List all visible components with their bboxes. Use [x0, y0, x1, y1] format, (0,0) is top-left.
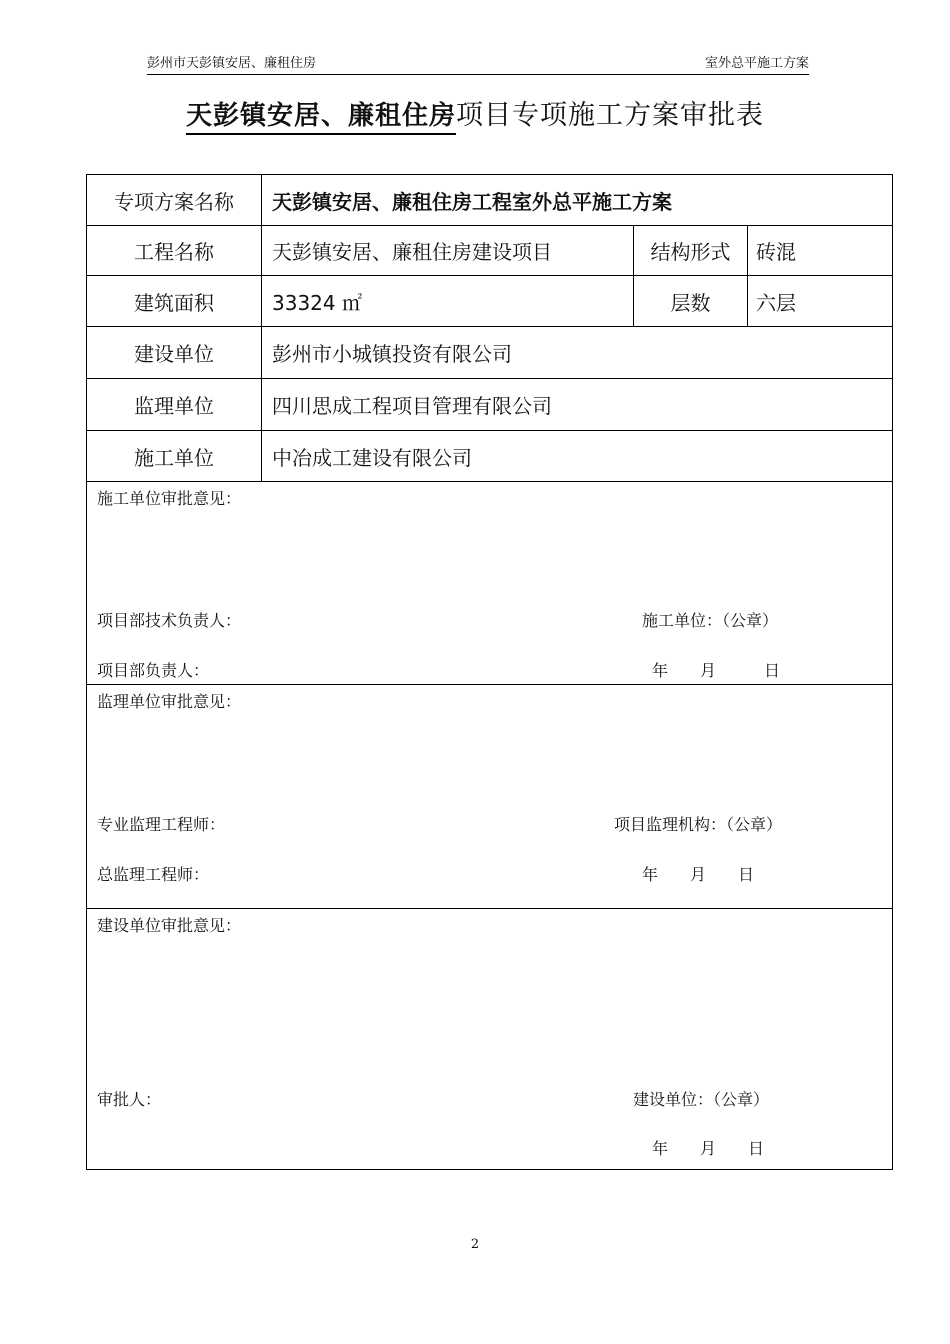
project-name-value: 天彭镇安居、廉租住房建设项目: [262, 226, 634, 276]
row-project: [87, 226, 893, 276]
supervisor-approval-heading: 监理单位审批意见：: [97, 692, 242, 711]
client-approver-field[interactable]: 审批人：: [97, 1090, 162, 1109]
supervisor-value: 四川思成工程项目管理有限公司: [262, 379, 893, 431]
client-approval-section: [87, 909, 893, 1170]
header-left: 彭州市天彭镇安居、廉租住房: [147, 56, 317, 71]
structure-label: 结构形式: [634, 226, 748, 276]
row-scheme-name: [87, 175, 893, 226]
scheme-name-label: 专项方案名称: [87, 175, 262, 226]
row-area: [87, 276, 893, 327]
supervisor-engineer-field[interactable]: 专业监理工程师：: [97, 815, 226, 834]
client-value: 彭州市小城镇投资有限公司: [262, 327, 893, 379]
supervisor-label: 监理单位: [87, 379, 262, 431]
scheme-name-value: 天彭镇安居、廉租住房工程室外总平施工方案: [262, 175, 893, 226]
contractor-value: 中冶成工建设有限公司: [262, 431, 893, 482]
supervisor-seal: 项目监理机构：（公章）: [614, 815, 783, 834]
supervisor-chief-field[interactable]: 总监理工程师：: [97, 865, 210, 884]
contractor-tech-lead-field[interactable]: 项目部技术负责人：: [97, 611, 242, 630]
title-rest: 项目专项施工方案审批表: [456, 100, 764, 131]
client-label: 建设单位: [87, 327, 262, 379]
supervisor-approval-section: [87, 685, 893, 909]
client-seal: 建设单位：（公章）: [633, 1090, 770, 1109]
contractor-label: 施工单位: [87, 431, 262, 482]
structure-value: 砖混: [748, 226, 893, 276]
approval-table: [86, 174, 893, 1170]
page-header: [147, 55, 809, 75]
title-project: 天彭镇安居、廉租住房: [186, 101, 456, 135]
floors-value: 六层: [748, 276, 893, 327]
header-right: 室外总平施工方案: [704, 56, 809, 71]
contractor-approval-section: [87, 482, 893, 685]
contractor-approval-heading: 施工单位审批意见：: [97, 489, 242, 508]
client-date: 年 月 日: [652, 1139, 765, 1158]
floors-label: 层数: [634, 276, 748, 327]
contractor-date: 年 月 日: [652, 661, 781, 680]
contractor-manager-field[interactable]: 项目部负责人：: [97, 661, 210, 680]
client-approval-heading: 建设单位审批意见：: [97, 916, 242, 935]
contractor-seal: 施工单位：（公章）: [642, 611, 779, 630]
row-contractor: [87, 431, 893, 482]
row-client: [87, 327, 893, 379]
area-label: 建筑面积: [87, 276, 262, 327]
row-supervisor: [87, 379, 893, 431]
area-value: 33324 ㎡: [262, 276, 634, 327]
project-name-label: 工程名称: [87, 226, 262, 276]
page-number: 2: [470, 1237, 480, 1252]
page-title: [0, 96, 950, 136]
supervisor-date: 年 月 日: [642, 865, 755, 884]
